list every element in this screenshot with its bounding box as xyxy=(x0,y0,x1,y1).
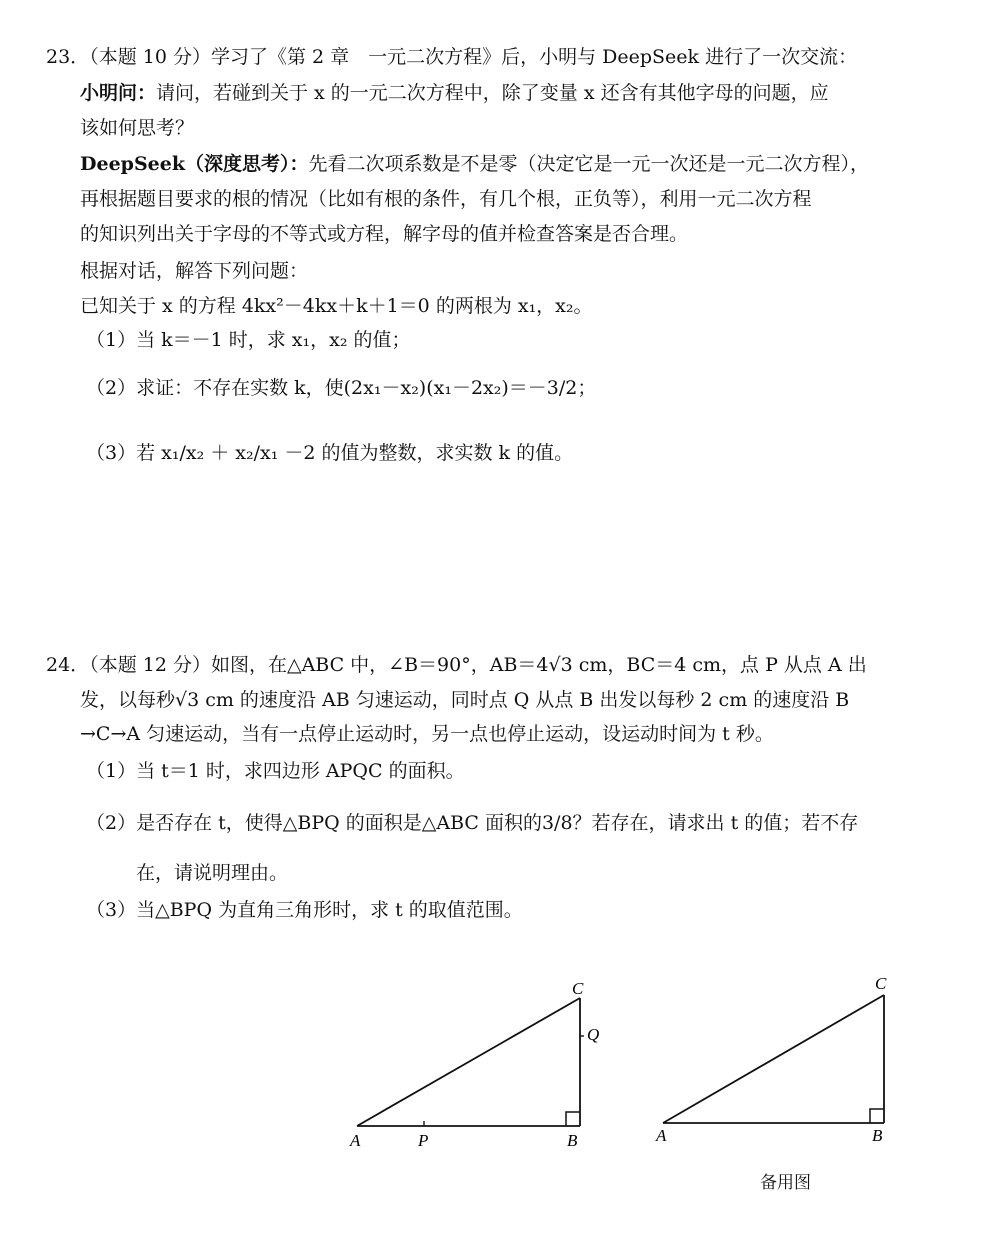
q23-header-text: 学习了《第 2 章 一元二次方程》后，小明与 DeepSeek 进行了一次交流： xyxy=(210,46,858,68)
label-a: A xyxy=(350,1131,361,1150)
q24-line-3: →C→A 匀速运动，当有一点停止运动时，另一点也停止运动，设运动时间为 t 秒。 xyxy=(80,723,774,745)
q24-part-1: （1）当 t＝1 时，求四边形 APQC 的面积。 xyxy=(86,760,465,782)
label-q: Q xyxy=(587,1025,600,1044)
spare-right-angle-mark xyxy=(870,1109,884,1123)
q23-header xyxy=(46,44,857,70)
q23-number: 23． xyxy=(46,46,90,68)
q23-xiaoming-line-1 xyxy=(80,80,829,106)
right-angle-mark xyxy=(566,1112,580,1126)
q24-part-2a: （2）是否存在 t，使得△BPQ 的面积是△ABC 面积的3/8？若存在，请求出 t 的值；若不存 xyxy=(86,812,859,834)
q23-deepseek-label: DeepSeek（深度思考）： xyxy=(80,153,309,175)
q23-score: （本题 10 分） xyxy=(89,46,211,68)
spare-label-b: B xyxy=(872,1126,883,1145)
spare-figure-caption: 备用图 xyxy=(760,1173,811,1193)
q23-deepseek-text-1: 先看二次项系数是不是零（决定它是一元一次还是一元二次方程）， xyxy=(308,153,870,175)
label-p: P xyxy=(418,1131,429,1150)
q24-header xyxy=(46,652,867,678)
label-b: B xyxy=(567,1131,578,1150)
spare-label-a: A xyxy=(656,1126,667,1145)
q23-part-1: （1）当 k＝－1 时，求 x₁，x₂ 的值； xyxy=(86,329,411,351)
segment-ac xyxy=(357,998,580,1126)
q23-deepseek-text-3: 的知识列出关于字母的不等式或方程，解字母的值并检查答案是否合理。 xyxy=(80,223,689,245)
q24-number: 24． xyxy=(46,654,90,676)
q23-xiaoming-text-1: 请问，若碰到关于 x 的一元二次方程中，除了变量 x 还含有其他字母的问题，应 xyxy=(156,82,829,104)
figure-triangle-main xyxy=(340,970,630,1155)
q24-part-2b: 在，请说明理由。 xyxy=(136,862,289,884)
q24-score: （本题 12 分） xyxy=(89,654,211,676)
q23-given: 已知关于 x 的方程 4kx²－4kx＋k＋1＝0 的两根为 x₁，x₂。 xyxy=(80,295,593,317)
q23-part-3: （3）若 x₁/x₂ ＋ x₂/x₁ －2 的值为整数，求实数 k 的值。 xyxy=(86,442,574,464)
spare-label-c: C xyxy=(875,974,887,993)
q23-part-2: （2）求证：不存在实数 k，使(2x₁－x₂)(x₁－2x₂)＝－3/2； xyxy=(86,377,597,399)
q23-xiaoming-text-2: 该如何思考？ xyxy=(80,117,195,139)
q24-line-2: 发，以每秒√3 cm 的速度沿 AB 匀速运动，同时点 Q 从点 B 出发以每秒 2 cm 的速度沿 B xyxy=(80,689,850,711)
spare-segment-ac xyxy=(663,995,884,1123)
q23-deepseek-line-1 xyxy=(80,151,869,177)
q24-part-3: （3）当△BPQ 为直角三角形时，求 t 的取值范围。 xyxy=(86,899,523,921)
q23-xiaoming-label: 小明问： xyxy=(80,82,157,104)
label-c: C xyxy=(572,979,584,998)
q24-line-1: 如图，在△ABC 中，∠B＝90°，AB＝4√3 cm，BC＝4 cm，点 P 从点 A 出 xyxy=(210,654,867,676)
figure-triangle-spare xyxy=(650,965,900,1155)
q23-deepseek-text-2: 再根据题目要求的根的情况（比如有根的条件，有几个根，正负等），利用一元二次方程 xyxy=(80,188,812,210)
q23-intro: 根据对话，解答下列问题： xyxy=(80,260,309,282)
